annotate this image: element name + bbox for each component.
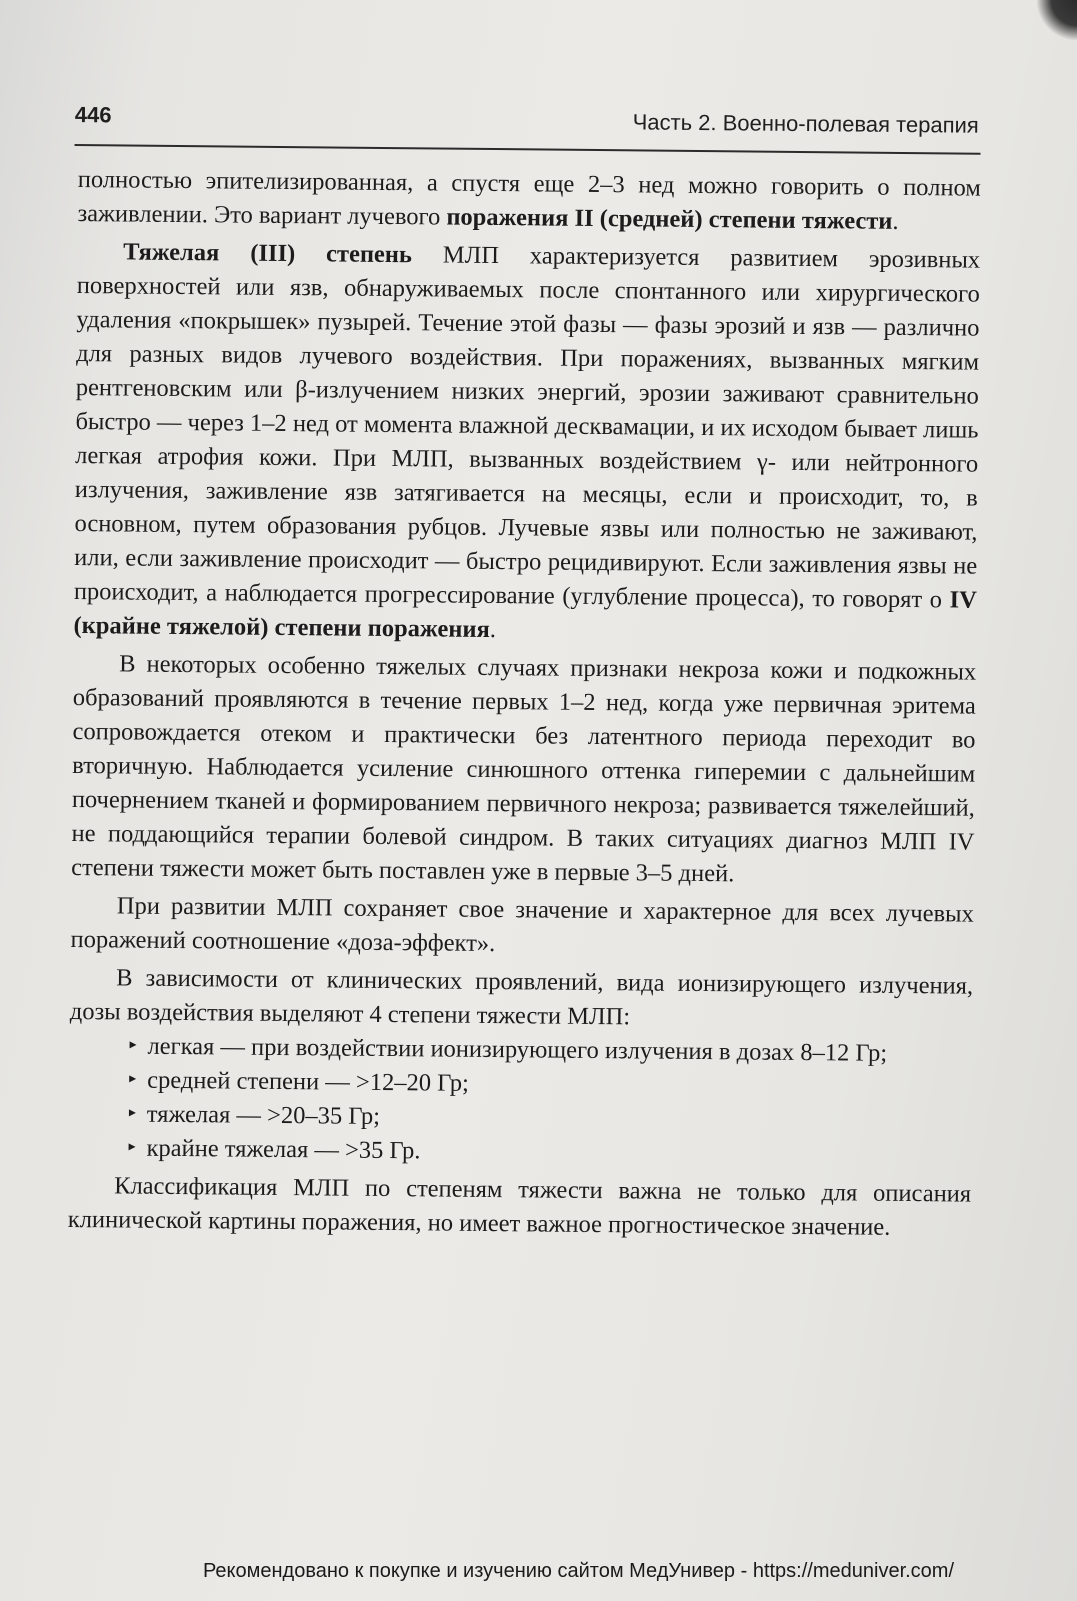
paragraph-5: В зависимости от клинических проявлений, вида ионизирующего излучения, дозы воздействия выделяют 4 степени тяжести МЛП: bbox=[69, 964, 974, 1031]
paragraph-2-bold-term: IV (крайне тяжелой) степени поражения bbox=[73, 586, 977, 643]
page-number: 446 bbox=[74, 101, 112, 128]
paragraph-2-text: МЛП характеризуется развитием эрозивных поверхностей или язв, обнаруживаемых после спонтанного или хирургического удаления «покрышек» пузырей. Течение этой фазы — фазы эрозий и язв — различно для разных видов лучевого воздействия. При поражениях, вызванных мягким рентгеновским или β-излучением низких энергий, эрозии заживают сравнительно быстро — через 1–2 нед от момента влажной десквамации, и их исходом бывает лишь легкая атрофия кожи. При МЛП, вызванных воздействием γ- или нейтронного излучения, заживление язв затягивается на месяцы, если и происходит, то, в основном, путем образования рубцов. Лучевые язвы или полностью не заживают, или, если заживление происходит — быстро рецидивируют. Если заживления язвы не происходит, а наблюдается прогрессирование (углубление процесса), то говорят о bbox=[73, 241, 981, 614]
paragraph-1-bold: поражения II (средней) степени тяжести bbox=[446, 203, 893, 235]
paragraph-1-text: полностью эпителизированная, а спустя еще 2–3 нед можно говорить о полном заживлении. Это вариант лучевого bbox=[77, 165, 981, 231]
list-item-text: тяжелая — >20–35 Гр; bbox=[146, 1100, 381, 1130]
list-item-text: средней степени — >12–20 Гр; bbox=[147, 1066, 469, 1097]
bullet-triangle-icon: ▸ bbox=[129, 1071, 137, 1087]
footer-watermark: Рекомендовано к покупке и изучению сайтом МедУнивер - https://meduniver.com/ bbox=[202, 1560, 955, 1582]
list-item-text: легкая — при воздействии ионизирующего излучения в дозах 8–12 Гр; bbox=[147, 1032, 888, 1067]
paragraph-2 bbox=[73, 235, 980, 652]
page-header bbox=[75, 98, 981, 155]
running-head: Часть 2. Военно-полевая терапия bbox=[632, 109, 979, 138]
bullet-triangle-icon: ▸ bbox=[128, 1139, 136, 1155]
severity-list bbox=[68, 1029, 972, 1174]
bullet-triangle-icon: ▸ bbox=[129, 1037, 137, 1053]
page-corner-shadow bbox=[1037, 0, 1077, 40]
paragraph-1-end: . bbox=[892, 207, 899, 235]
list-item bbox=[128, 1132, 971, 1174]
paragraph-4: При развитии МЛП сохраняет свое значение и характерное для всех лучевых поражений соотношение «доза-эффект». bbox=[70, 892, 974, 958]
paragraph-2-end: . bbox=[489, 615, 497, 644]
paragraph-3: В некоторых особенно тяжелых случаях признаки некроза кожи и подкожных образований проявляются в течение первых 1–2 нед, когда уже первичная эритема сопровождается отеком и практически без латентного периода переходит во вторичную. Наблюдается усиление синюшного оттенка гиперемии с дальнейшим почернением тканей и формированием первичного некроза; развивается тяжелейший, не поддающийся терапии болевой синдром. В таких ситуациях диагноз МЛП IV степени тяжести может быть поставлен уже в первые 3–5 дней. bbox=[71, 650, 977, 888]
bullet-triangle-icon: ▸ bbox=[128, 1105, 136, 1121]
paragraph-6: Классификация МЛП по степеням тяжести важна не только для описания клинической картины поражения, но имеет важное прогностическое значение. bbox=[67, 1172, 972, 1241]
paragraph-2-bold-lead: Тяжелая (III) степень bbox=[123, 238, 413, 269]
paragraph-1 bbox=[77, 163, 981, 240]
list-item-text: крайне тяжелая — >35 Гр. bbox=[146, 1134, 421, 1165]
body-text bbox=[68, 163, 981, 1246]
